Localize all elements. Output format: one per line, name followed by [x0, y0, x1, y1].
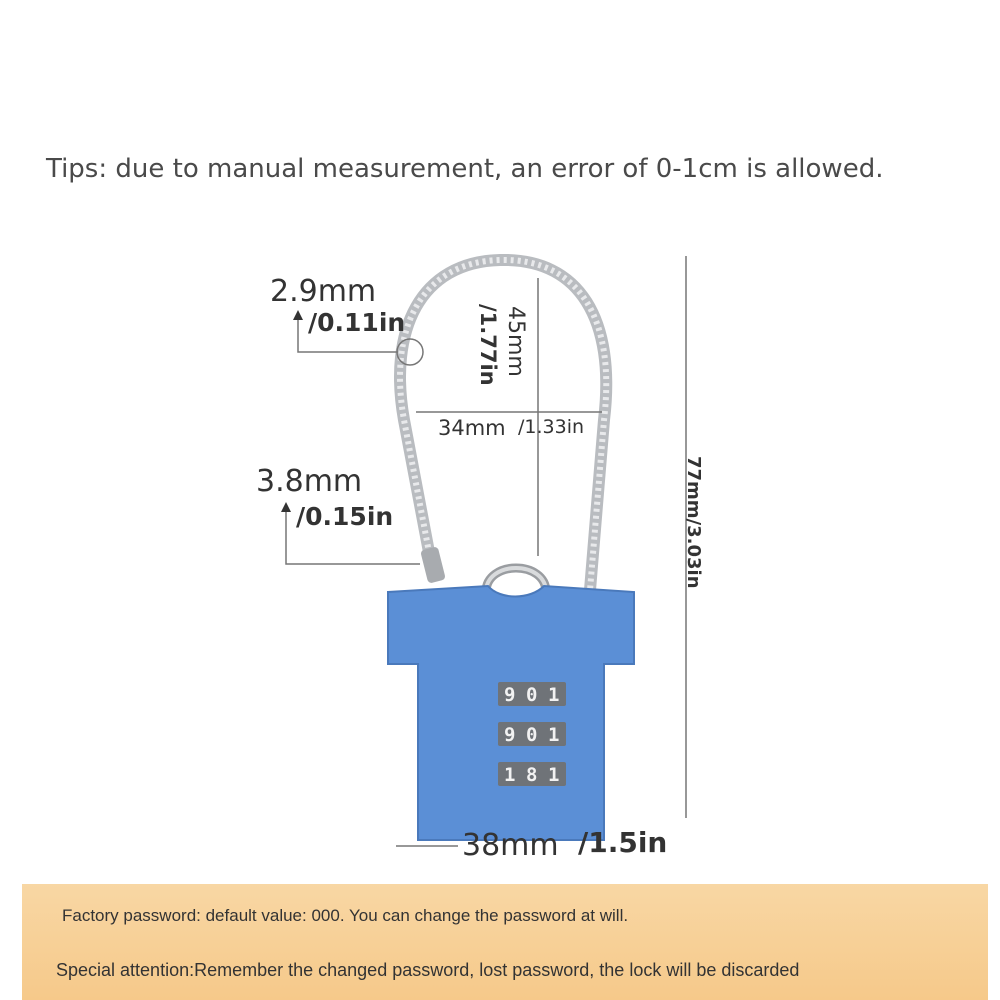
dial-digit[interactable]: 0	[526, 684, 538, 706]
shackle-width-in: /1.33in	[518, 416, 585, 438]
tips-text: Tips: due to manual measurement, an error of 0-1cm is allowed.	[46, 154, 884, 184]
pin-thickness-mm: 3.8mm	[256, 464, 363, 499]
notice-banner	[22, 884, 988, 1000]
shackle-height-mm: 45mm	[503, 306, 528, 377]
cable-ferrule	[420, 546, 446, 583]
dial-digit[interactable]: 9	[504, 684, 516, 706]
special-attention-note: Special attention:Remember the changed password, lost password, the lock will be discarded	[56, 960, 800, 980]
combination-dials	[498, 682, 566, 786]
shackle-height-in: /1.77in	[476, 304, 500, 386]
factory-password-note: Factory password: default value: 000. You can change the password at will.	[62, 906, 629, 925]
pin-thickness-in: /0.15in	[296, 502, 394, 531]
dial-digit[interactable]: 0	[526, 724, 538, 746]
lock-body	[388, 586, 634, 840]
cable-thickness-in: /0.11in	[308, 308, 406, 337]
body-width-mm: 38mm	[462, 828, 559, 863]
dial-digit[interactable]: 9	[504, 724, 516, 746]
shackle-ring	[486, 568, 546, 592]
dial-digit[interactable]: 1	[548, 684, 560, 706]
cable-thickness-mm: 2.9mm	[270, 274, 377, 309]
dial-digit[interactable]: 1	[504, 764, 516, 786]
dial-digit[interactable]: 1	[548, 724, 560, 746]
shackle-width-mm: 34mm	[438, 416, 506, 440]
dial-digit[interactable]: 1	[548, 764, 560, 786]
dial-digit[interactable]: 8	[526, 764, 538, 786]
body-width-in: /1.5in	[578, 826, 668, 859]
total-height: 77mm/3.03in	[683, 456, 704, 589]
